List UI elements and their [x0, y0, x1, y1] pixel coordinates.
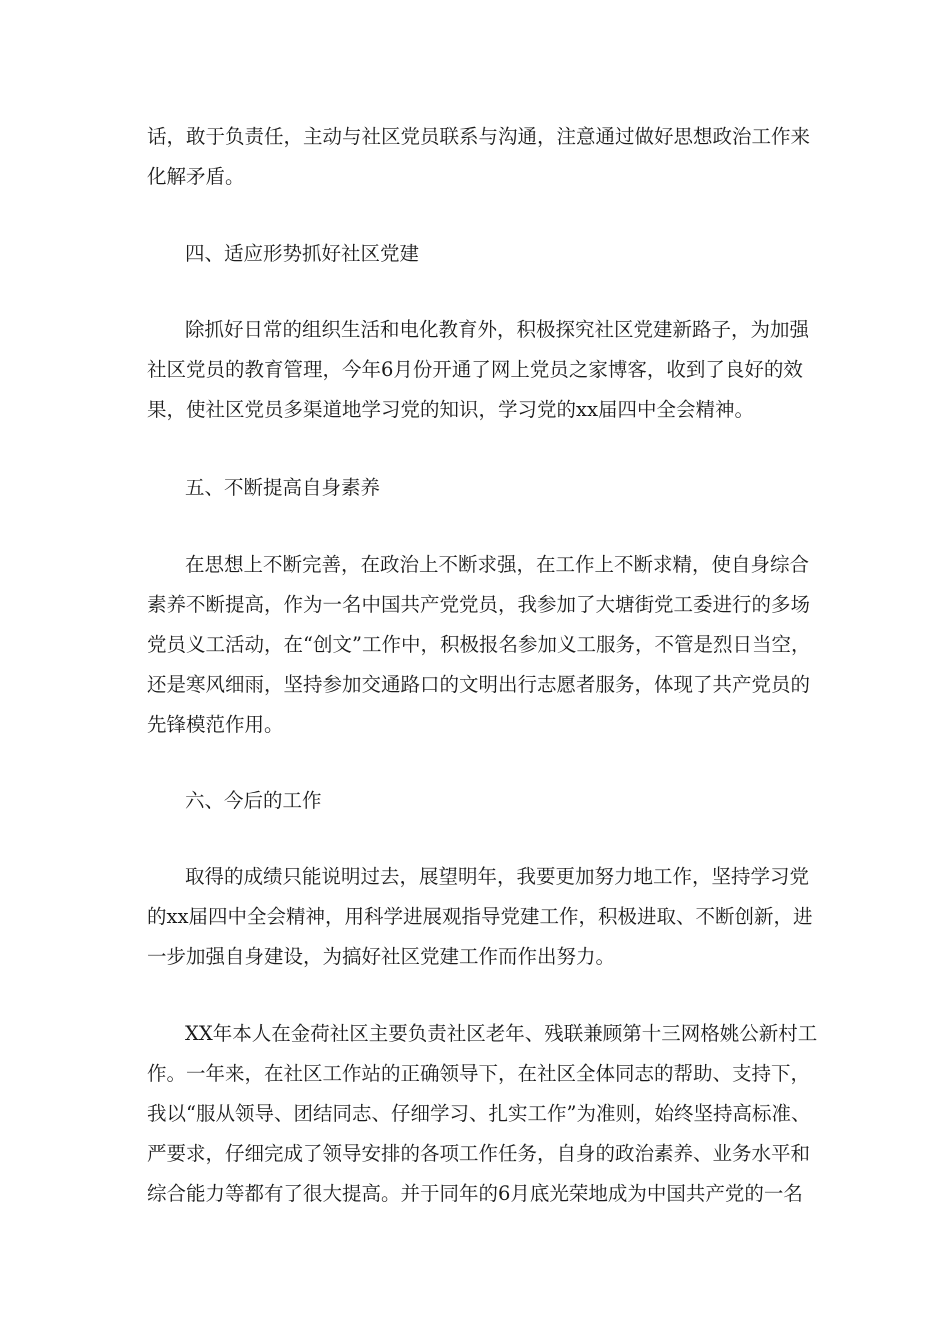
paragraph-future-work: [147, 857, 813, 977]
text-line: 化解矛盾。: [147, 165, 245, 188]
text-line: 除抓好日常的组织生活和电化教育外，积极探究社区党建新路子，为加强: [185, 318, 810, 341]
paragraph-annual-summary: [147, 1014, 818, 1214]
text-line: 还是寒风细雨，坚持参加交通路口的文明出行志愿者服务，体现了共产党员的: [147, 673, 811, 696]
text-line: 党员义工活动，在“创文”工作中，积极报名参加义工服务，不管是烈日当空，: [147, 633, 811, 656]
heading-text: 六、今后的工作: [185, 789, 322, 812]
text-line: 社区党员的教育管理，今年6月份开通了网上党员之家博客，收到了良好的效: [147, 358, 803, 381]
paragraph-continuation: [147, 117, 811, 197]
section-heading-4: [147, 234, 807, 274]
section-heading-5: [147, 468, 807, 508]
paragraph-party-building: [147, 310, 810, 430]
text-line: 我以“服从领导、团结同志、仔细学习、扎实工作”为准则，始终坚持高标准、: [147, 1102, 811, 1125]
text-line: XX年本人在金荷社区主要负责社区老年、残联兼顾第十三网格姚公新村工: [185, 1022, 818, 1045]
paragraph-self-improvement: [147, 545, 811, 745]
text-line: 作。一年来，在社区工作站的正确领导下，在社区全体同志的帮助、支持下，: [147, 1062, 811, 1085]
text-line: 话，敢于负责任，主动与社区党员联系与沟通，注意通过做好思想政治工作来: [147, 125, 811, 148]
heading-text: 四、适应形势抓好社区党建: [185, 242, 420, 265]
text-line: 严要求，仔细完成了领导安排的各项工作任务，自身的政治素养、业务水平和: [147, 1142, 811, 1165]
text-line: 一步加强自身建设，为搞好社区党建工作而作出努力。: [147, 945, 616, 968]
heading-text: 五、不断提高自身素养: [185, 476, 381, 499]
text-line: 综合能力等都有了很大提高。并于同年的6月底光荣地成为中国共产党的一名: [147, 1182, 803, 1205]
section-heading-6: [147, 781, 807, 821]
text-line: 果，使社区党员多渠道地学习党的知识，学习党的xx届四中全会精神。: [147, 398, 754, 421]
text-line: 取得的成绩只能说明过去，展望明年，我要更加努力地工作，坚持学习党: [185, 865, 810, 888]
text-line: 素养不断提高，作为一名中国共产党党员，我参加了大塘街党工委进行的多场: [147, 593, 811, 616]
text-line: 先锋模范作用。: [147, 713, 284, 736]
text-line: 的xx届四中全会精神，用科学进展观指导党建工作，积极进取、不断创新，进: [147, 905, 813, 928]
text-line: 在思想上不断完善，在政治上不断求强，在工作上不断求精，使自身综合: [185, 553, 810, 576]
